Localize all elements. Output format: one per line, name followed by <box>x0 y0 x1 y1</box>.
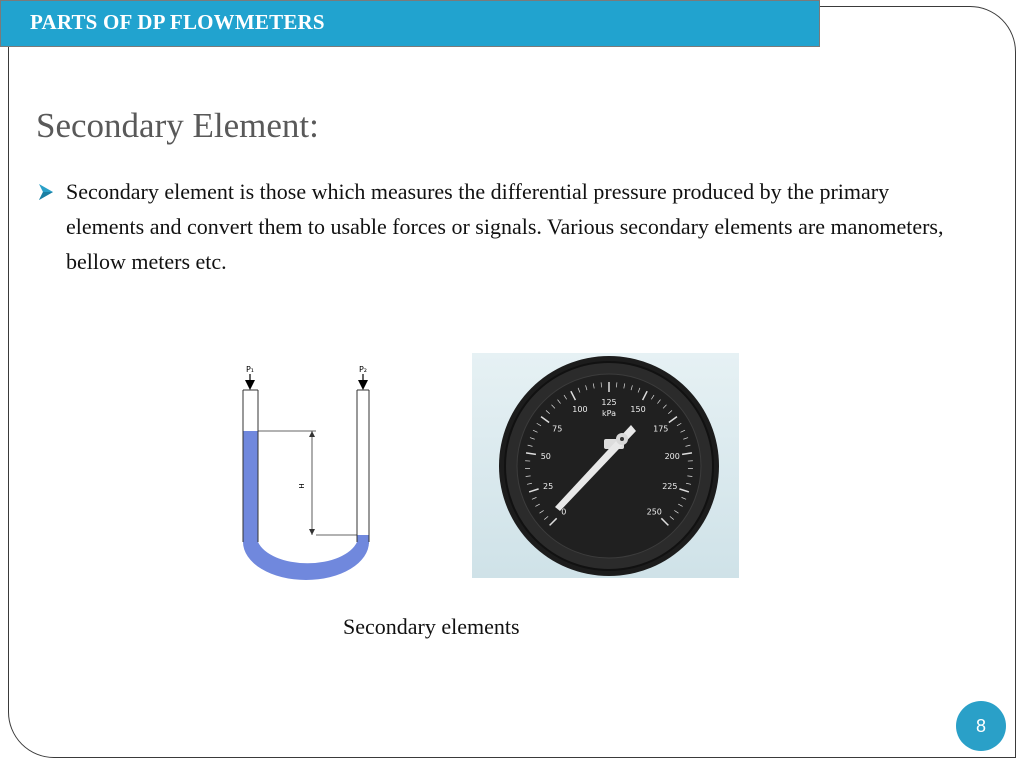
gauge-scale-label: 125 <box>601 398 617 407</box>
gauge-scale-label: 150 <box>630 404 646 414</box>
page-number-badge: 8 <box>956 701 1006 751</box>
p1-label: P₁ <box>245 365 255 374</box>
gauge-scale-label: 250 <box>646 507 662 517</box>
gauge-scale-label: 175 <box>653 424 669 434</box>
header-bar <box>0 0 820 47</box>
u-tube-manometer-diagram <box>228 362 388 584</box>
manometer-fluid <box>243 431 369 580</box>
header-title: PARTS OF DP FLOWMETERS <box>30 10 325 34</box>
gauge-scale-label: 75 <box>552 424 563 434</box>
p2-label: P₂ <box>358 365 368 374</box>
gauge-scale-label: 50 <box>540 451 551 461</box>
height-label: H <box>298 483 306 489</box>
arrow-bullet-icon <box>38 183 54 201</box>
pressure-arrow-icon <box>245 374 368 390</box>
height-marker <box>258 431 357 535</box>
gauge-scale-label: 225 <box>662 481 678 491</box>
pressure-gauge-icon <box>472 353 739 578</box>
slide-heading: Secondary Element: <box>36 106 319 145</box>
bullet-text: Secondary element is those which measures the differential pressure produced by the primary elements and convert them to usable forces or signals. Various secondary elements are manometers, bellow meters etc. <box>66 179 944 274</box>
manometer-tube <box>243 390 369 542</box>
gauge-unit-label: kPa <box>602 409 616 418</box>
figure-caption: Secondary elements <box>343 614 520 639</box>
gauge-scale-label: 0 <box>561 507 567 517</box>
gauge-scale-label: 200 <box>664 451 680 461</box>
pressure-gauge-photo <box>472 353 739 578</box>
gauge-scale-label: 100 <box>572 404 588 414</box>
gauge-scale-label: 25 <box>543 481 554 491</box>
